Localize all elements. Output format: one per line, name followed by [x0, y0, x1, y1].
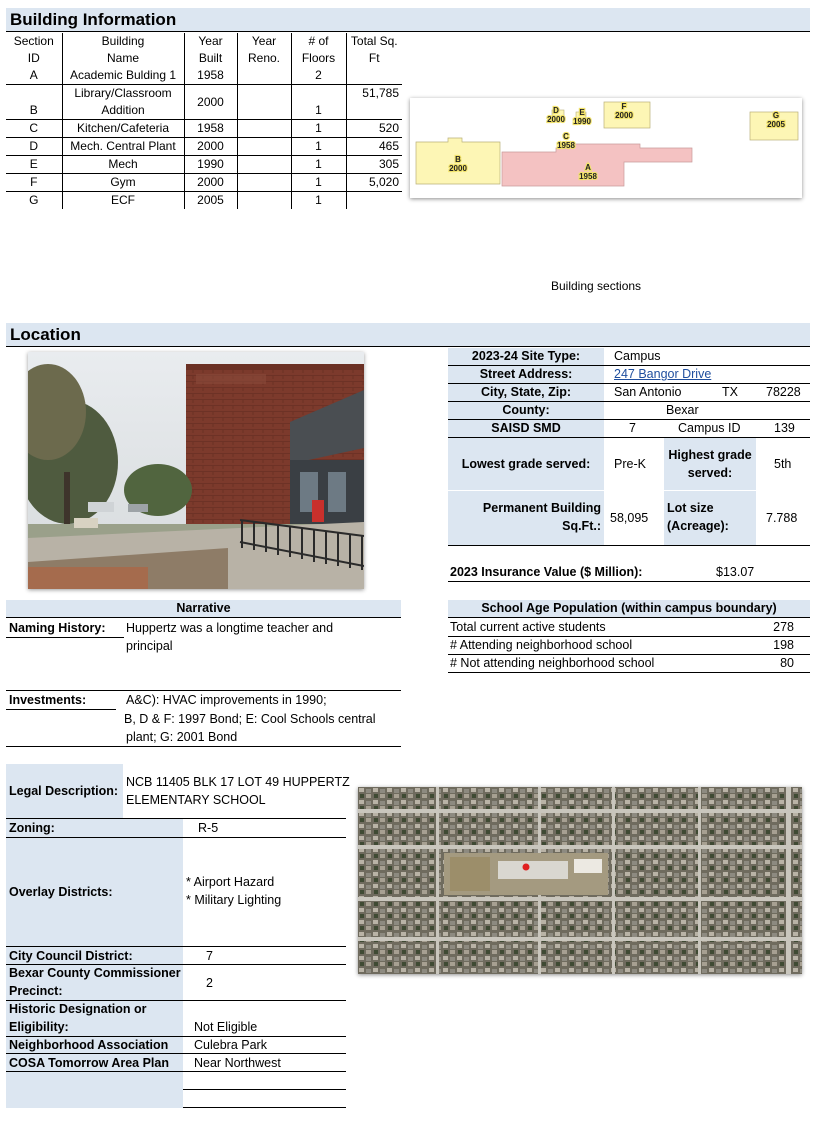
label-f-letter: F [621, 102, 627, 111]
cell-floors: 1 [291, 138, 346, 156]
population-label: # Not attending neighborhood school [450, 656, 655, 670]
population-row [448, 655, 810, 673]
site-plan-drawing [410, 98, 802, 198]
building-info-header: Building Information [6, 8, 810, 32]
insurance-value: $13.07 [716, 565, 755, 579]
school-photo-image [28, 352, 364, 589]
narrative-header: Narrative [6, 600, 401, 618]
legal-description-value: NCB 11405 BLK 17 LOT 49 HUPPERTZ ELEMENTARY SCHOOL [126, 775, 350, 807]
perm-sqft-label: Permanent Building Sq.Ft.: [448, 491, 604, 545]
smd-value: 7 [629, 421, 636, 435]
lowest-grade-value: Pre-K [614, 457, 646, 471]
cell-sqft: 51,785 [346, 85, 402, 120]
commissioner-value: 2 [206, 976, 213, 990]
county-label: County: [448, 402, 604, 419]
cosa-plan-value: Near Northwest [194, 1056, 281, 1070]
cell-name: ECF [62, 192, 184, 210]
cell-reno [237, 156, 291, 174]
campus-id-label: Campus ID [678, 421, 741, 435]
label-b-year: 2000 [449, 164, 467, 173]
population-value: 80 [780, 656, 794, 670]
neighborhood-value: Culebra Park [194, 1038, 267, 1052]
cell-name: Gym [62, 174, 184, 192]
street-address-link[interactable]: 247 Bangor Drive [614, 367, 712, 381]
zoning-value: R-5 [198, 821, 219, 835]
zoning-label: Zoning: [9, 821, 55, 835]
label-g-letter: G [772, 111, 780, 120]
cell-sqft [346, 67, 402, 85]
perm-sqft-value: 58,095 [610, 511, 649, 525]
header-building-name: Building Name [62, 33, 184, 67]
cell-id: C [6, 120, 62, 138]
cell-built: 2005 [184, 192, 237, 210]
aerial-map [358, 787, 802, 974]
cell-sqft [346, 192, 402, 210]
smd-label: SAISD SMD [448, 420, 604, 437]
overlay-districts-value: * Airport Hazard * Military Lighting [186, 875, 282, 907]
header-section-id: Section ID [13, 34, 54, 65]
city-row [448, 384, 810, 402]
row-divider [183, 1107, 346, 1108]
table-row [6, 174, 402, 192]
cell-id: F [6, 174, 62, 192]
population-label: Total current active students [450, 620, 606, 634]
county-value: Bexar [666, 403, 699, 417]
state-value: TX [722, 385, 738, 399]
cell-name: Library/Classroom Addition [62, 85, 184, 120]
cell-reno [237, 120, 291, 138]
table-header-row [6, 33, 402, 67]
population-value: 278 [773, 620, 794, 634]
cell-id: A [6, 67, 62, 85]
label-e-letter: E [579, 108, 585, 117]
label-e-year: 1990 [573, 117, 591, 126]
cell-id: E [6, 156, 62, 174]
label-d-letter: D [553, 106, 559, 115]
cell-built: 2000 [184, 174, 237, 192]
aerial-map-image [358, 787, 802, 974]
highest-grade-value: 5th [774, 457, 792, 471]
site-type-row [448, 348, 810, 366]
cell-built: 1990 [184, 156, 237, 174]
table-row [6, 85, 402, 120]
cell-floors: 1 [291, 192, 346, 210]
label-c-letter: C [563, 132, 569, 141]
label-a-year: 1958 [579, 172, 597, 181]
legal-description-label: Legal Description: [9, 784, 119, 798]
cell-floors: 1 [291, 120, 346, 138]
building-table [6, 33, 402, 209]
street-row [448, 366, 810, 384]
cosa-plan-label: COSA Tomorrow Area Plan [9, 1056, 169, 1070]
label-b-letter: B [455, 155, 461, 164]
sqft-row [448, 491, 810, 546]
cell-floors: 1 [291, 85, 346, 120]
historic-label: Historic Designation or Eligibility: [9, 1002, 147, 1034]
label-f-year: 2000 [615, 111, 633, 120]
lot-size-label: Lot size (Acreage): [664, 491, 756, 545]
label-a-letter: A [585, 163, 591, 172]
insurance-row [448, 564, 810, 582]
cell-built: 1958 [184, 67, 237, 85]
cell-reno [237, 85, 291, 120]
site-plan [410, 98, 802, 198]
table-row [6, 120, 402, 138]
row-divider [183, 1089, 346, 1090]
campus-id-value: 139 [774, 421, 795, 435]
row-divider [6, 837, 346, 838]
cell-sqft: 5,020 [346, 174, 402, 192]
naming-history-text: Huppertz was a longtime teacher and principal [126, 621, 334, 653]
population-row [448, 619, 810, 637]
cell-id: G [29, 193, 39, 207]
population-label: # Attending neighborhood school [450, 638, 633, 652]
location-header: Location [6, 323, 810, 347]
header-floors: # of Floors [291, 33, 346, 67]
cell-reno [237, 67, 291, 85]
cell-reno [237, 192, 291, 210]
grade-row [448, 438, 810, 490]
population-row [448, 637, 810, 655]
cell-name: Mech. Central Plant [62, 138, 184, 156]
zip-value: 78228 [766, 385, 801, 399]
table-row [6, 67, 402, 85]
cell-built: 2000 [184, 138, 237, 156]
council-district-value: 7 [206, 949, 213, 963]
cell-name: Academic Bulding 1 [62, 67, 184, 85]
commissioner-label: Bexar County Commissioner Precinct: [9, 966, 181, 998]
row-divider [6, 1071, 346, 1072]
insurance-label: 2023 Insurance Value ($ Million): [450, 565, 643, 579]
cell-name: Mech [62, 156, 184, 174]
row-divider [6, 818, 346, 819]
cell-reno [237, 138, 291, 156]
cell-built: 2000 [184, 85, 237, 120]
cell-floors: 1 [291, 174, 346, 192]
cell-floors: 1 [291, 156, 346, 174]
cell-sqft: 520 [346, 120, 402, 138]
table-row [6, 192, 402, 210]
city-value: San Antonio [614, 385, 682, 399]
street-label: Street Address: [448, 366, 604, 383]
overlay-districts-label: Overlay Districts: [9, 885, 113, 899]
naming-history-label: Naming History: [6, 619, 124, 638]
city-label: City, State, Zip: [448, 384, 604, 401]
cell-reno [237, 174, 291, 192]
header-year-reno: Year Reno. [237, 33, 291, 67]
label-g-year: 2005 [767, 120, 785, 129]
site-type-label: 2023-24 Site Type: [448, 348, 604, 365]
cell-sqft: 305 [346, 156, 402, 174]
cell-id: B [6, 85, 62, 120]
neighborhood-label: Neighborhood Association [9, 1038, 169, 1052]
site-plan-caption: Building sections [551, 279, 642, 293]
cell-name: Kitchen/Cafeteria [62, 120, 184, 138]
cell-sqft: 465 [346, 138, 402, 156]
cell-built: 1958 [184, 120, 237, 138]
historic-value: Not Eligible [194, 1020, 258, 1034]
population-value: 198 [773, 638, 794, 652]
table-row [6, 138, 402, 156]
cell-id: D [6, 138, 62, 156]
highest-grade-label: Highest grade served: [664, 438, 756, 490]
site-type-value: Campus [614, 349, 661, 363]
header-year-built: Year Built [184, 33, 237, 67]
investments-bottom-rule [6, 746, 401, 747]
header-total-sqft: Total Sq. Ft [346, 33, 402, 67]
county-row [448, 402, 810, 420]
investments-label: Investments: [6, 691, 116, 710]
lowest-grade-label: Lowest grade served: [448, 438, 604, 490]
label-c-year: 1958 [557, 141, 575, 150]
council-district-label: City Council District: [9, 949, 133, 963]
smd-row [448, 420, 810, 438]
lot-size-value: 7.788 [766, 511, 798, 525]
school-photo [28, 352, 364, 589]
investments-text: A&C): HVAC improvements in 1990; B, D & F: 1997 Bond; E: Cool Schools central plant; G: 2001 Bond [124, 693, 376, 744]
cell-floors: 2 [291, 67, 346, 85]
population-header: School Age Population (within campus boundary) [448, 600, 810, 618]
label-d-year: 2000 [547, 115, 565, 124]
table-row [6, 156, 402, 174]
section-a-shape [502, 144, 692, 186]
